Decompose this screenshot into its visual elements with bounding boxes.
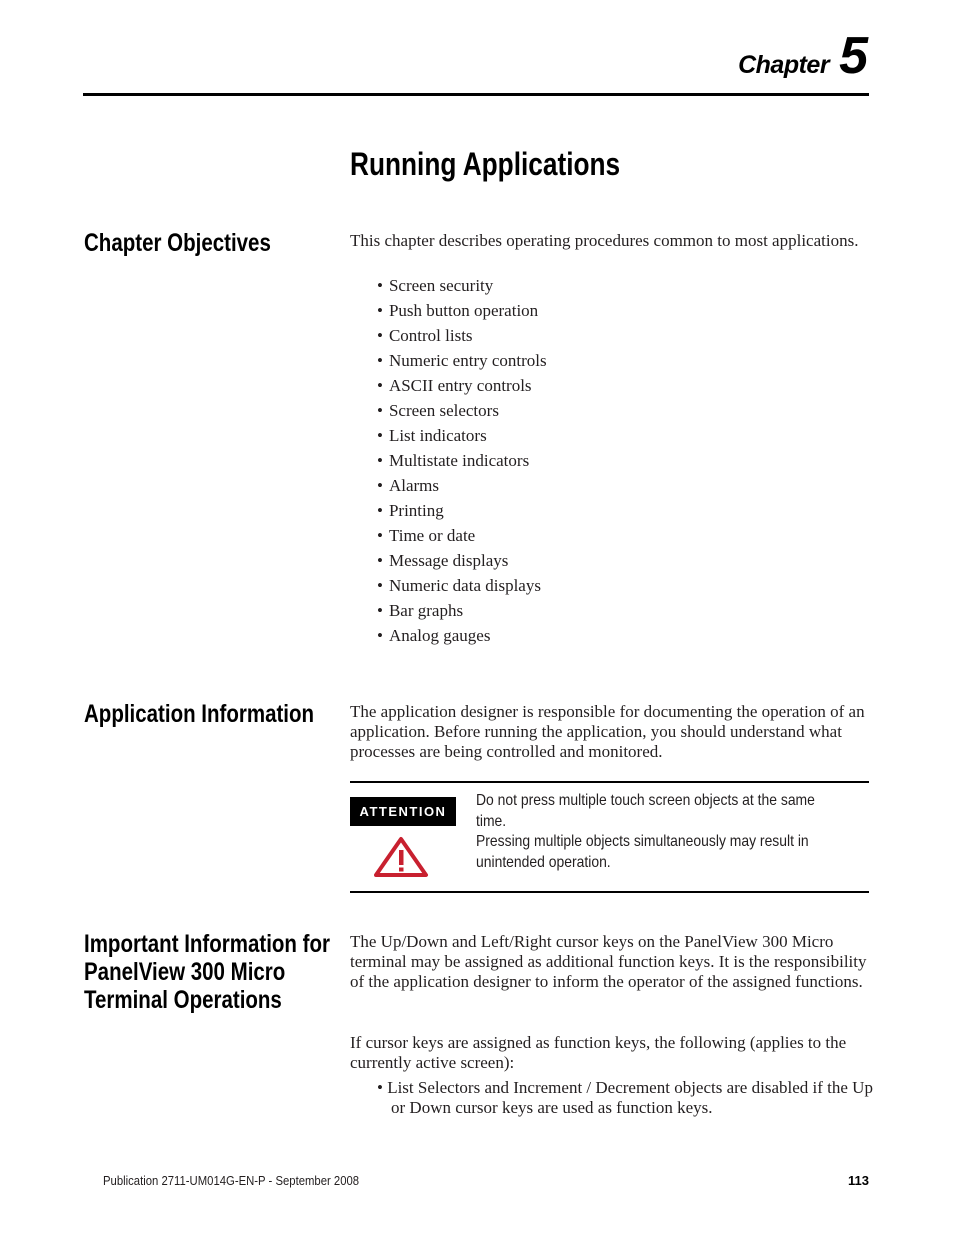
section-heading-panelview — [84, 930, 330, 1014]
attention-line: unintended operation. — [476, 853, 611, 871]
objectives-intro: This chapter describes operating procedures common to most applications. — [350, 231, 859, 250]
list-item: • Multistate indicators — [377, 451, 547, 476]
header-rule — [83, 93, 869, 96]
attention-top-rule — [350, 781, 869, 783]
list-item: • Numeric data displays — [377, 576, 547, 601]
list-item: • Control lists — [377, 326, 547, 351]
heading-line: Terminal Operations — [84, 986, 282, 1014]
section-heading-application-information: Application Information — [84, 700, 315, 728]
chapter-header — [738, 27, 868, 85]
heading-line: Important Information for — [84, 930, 330, 958]
footer-publication: Publication 2711-UM014G-EN-P - September 2008 — [103, 1173, 360, 1188]
attention-bottom-rule — [350, 891, 869, 893]
objectives-list — [377, 276, 547, 651]
list-item: • Screen security — [377, 276, 547, 301]
chapter-label: Chapter — [738, 51, 830, 79]
list-item: • Bar graphs — [377, 601, 547, 626]
panelview-paragraph-1: The Up/Down and Left/Right cursor keys on the PanelView 300 Micro terminal may be assigned as additional function keys. It is the responsibility of the application designer to inform the operator of the assigned functions. — [350, 932, 867, 991]
list-item: • List Selectors and Increment / Decrement objects are disabled if the Up or Down cursor keys are used as function keys. — [377, 1078, 873, 1117]
list-item: • Numeric entry controls — [377, 351, 547, 376]
panelview-paragraph-2: If cursor keys are assigned as function keys, the following (applies to the currently active screen): — [350, 1033, 847, 1072]
attention-badge: ATTENTION — [350, 797, 456, 826]
list-item: • Analog gauges — [377, 626, 547, 651]
app-info-paragraph: The application designer is responsible for documenting the operation of an application. Before running the application, you should understand what processes are being controlled and monitored. — [350, 702, 865, 761]
heading-line: PanelView 300 Micro — [84, 958, 286, 986]
list-item: • Push button operation — [377, 301, 547, 326]
attention-line: Do not press multiple touch screen objects at the same time. — [476, 792, 815, 830]
section-heading-chapter-objectives: Chapter Objectives — [84, 229, 271, 257]
list-item: • List indicators — [377, 426, 547, 451]
page-title: Running Applications — [350, 146, 621, 182]
warning-triangle-icon — [373, 836, 429, 883]
chapter-number: 5 — [839, 27, 868, 85]
attention-message — [476, 791, 824, 873]
list-item: • Printing — [377, 501, 547, 526]
list-item: • Alarms — [377, 476, 547, 501]
list-item: • Screen selectors — [377, 401, 547, 426]
panelview-bullet-text: List Selectors and Increment / Decrement objects are disabled if the Up or Down cursor keys are used as function keys. — [387, 1078, 873, 1117]
list-item: • Time or date — [377, 526, 547, 551]
list-item: • ASCII entry controls — [377, 376, 547, 401]
attention-line: Pressing multiple objects simultaneously may result in — [476, 833, 809, 850]
list-item: • Message displays — [377, 551, 547, 576]
page-number: 113 — [848, 1173, 869, 1188]
